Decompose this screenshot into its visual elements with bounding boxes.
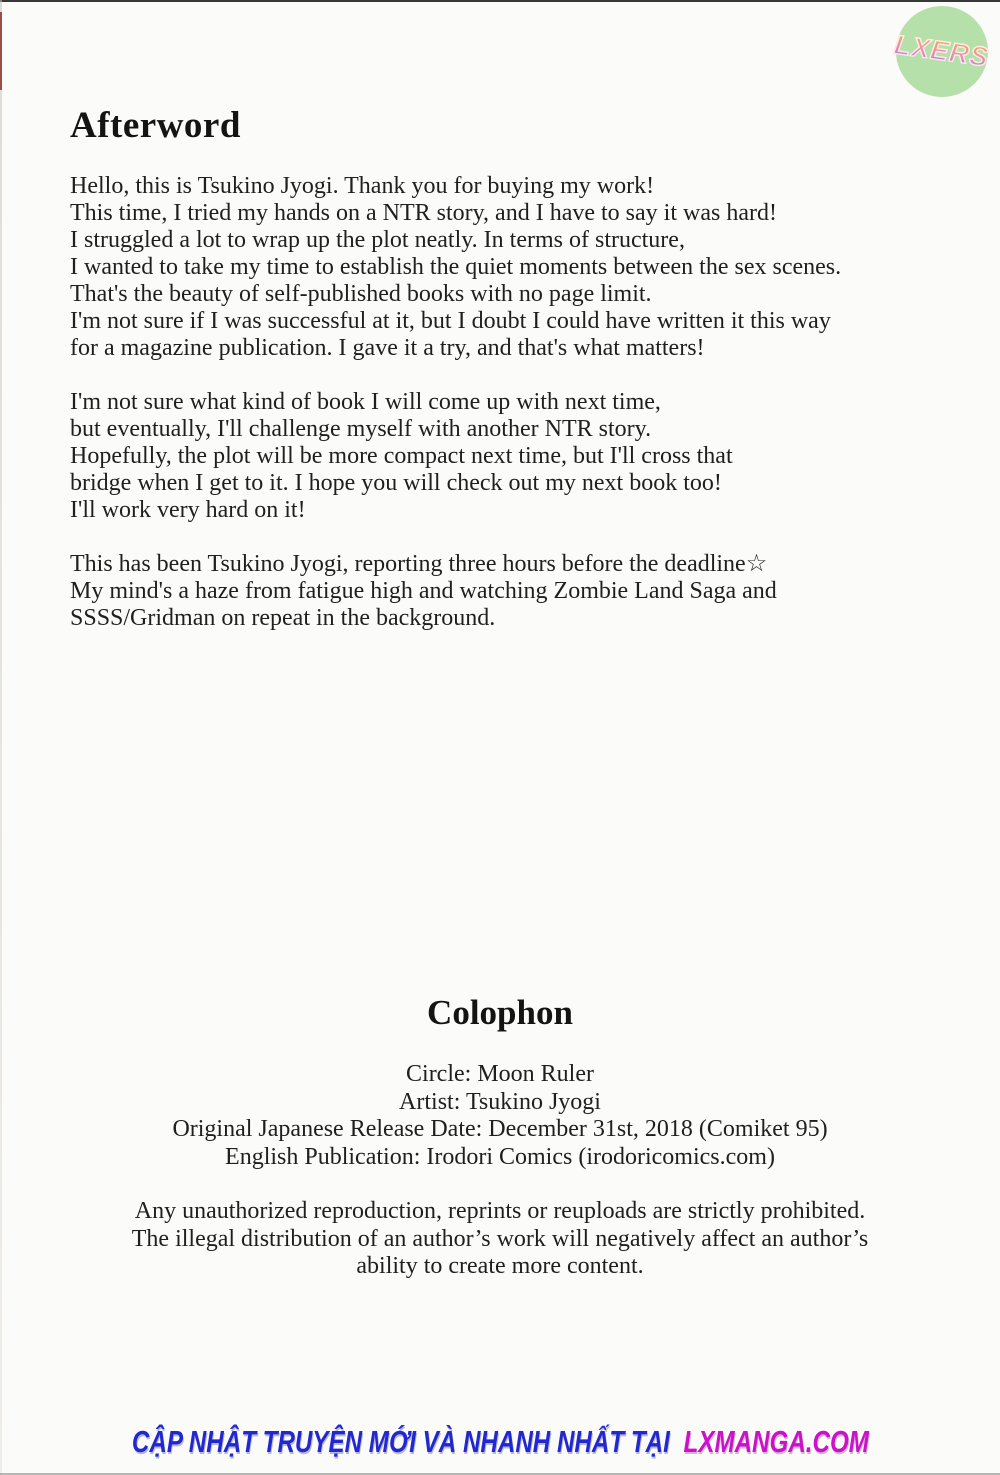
afterword-line: SSSS/Gridman on repeat in the background. [70,605,496,631]
afterword-line: That's the beauty of self-published books with no page limit. [70,281,652,307]
credit-circle: Circle: Moon Ruler [406,1061,594,1087]
notice-line: ability to create more content. [356,1253,644,1279]
afterword-paragraph-2 [70,389,960,524]
afterword-line: Hello, this is Tsukino Jyogi. Thank you for buying my work! [70,173,655,199]
scan-edge-left-mark [0,12,2,90]
credit-artist: Artist: Tsukino Jyogi [399,1088,601,1115]
colophon-credits [0,1061,1000,1171]
copyright-notice [0,1198,1000,1281]
afterword-line: I'm not sure if I was successful at it, but I doubt I could have written it this way [70,308,831,334]
afterword-line: I struggled a lot to wrap up the plot neatly. In terms of structure, [70,227,685,253]
scan-edge-top [0,0,1000,2]
notice-line: The illegal distribution of an author’s work will negatively affect an author’s [131,1225,869,1252]
afterword-body [70,173,960,659]
afterword-line: but eventually, I'll challenge myself with another NTR story. [70,416,652,442]
afterword-line: Hopefully, the plot will be more compact next time, but I'll cross that [70,443,733,469]
afterword-line: This time, I tried my hands on a NTR story, and I have to say it was hard! [70,200,777,226]
footer-site-name: LXMANGA.COM [683,1424,869,1459]
afterword-paragraph-1 [70,173,960,362]
afterword-line: bridge when I get to it. I hope you will check out my next book too! [70,470,722,496]
footer-banner [0,1418,1000,1466]
afterword-line: My mind's a haze from fatigue high and watching Zombie Land Saga and [70,578,777,604]
afterword-line: I'm not sure what kind of book I will come up with next time, [70,389,661,415]
footer-banner-text [131,1418,868,1466]
afterword-line: I'll work very hard on it! [70,497,306,523]
afterword-title: Afterword [70,105,241,146]
afterword-line: This has been Tsukino Jyogi, reporting three hours before the deadline☆ [70,551,768,577]
afterword-paragraph-3 [70,551,960,632]
afterword-line: I wanted to take my time to establish the quiet moments between the sex scenes. [70,254,842,280]
lxers-logo-text: LXERS [892,29,992,73]
notice-line: Any unauthorized reproduction, reprints or reuploads are strictly prohibited. [134,1198,866,1224]
footer-message: CẬP NHẬT TRUYỆN MỚI VÀ NHANH NHẤT TẠI [131,1424,670,1459]
credit-publication: English Publication: Irodori Comics (irodoricomics.com) [225,1143,775,1170]
credit-release-date: Original Japanese Release Date: December 31st, 2018 (Comiket 95) [172,1116,828,1142]
colophon-title: Colophon [427,993,573,1032]
afterword-line: for a magazine publication. I gave it a try, and that's what matters! [70,335,705,361]
lxers-logo [892,6,992,97]
